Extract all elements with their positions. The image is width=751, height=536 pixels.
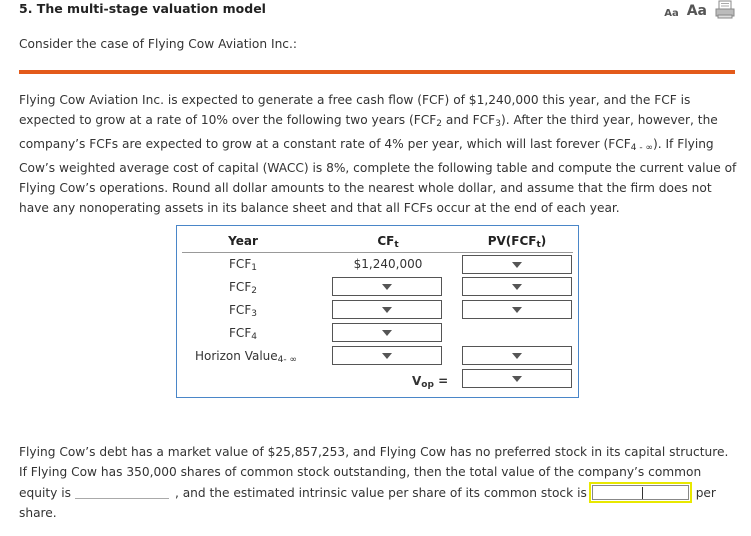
font-controls [664, 0, 735, 19]
font-increase-button[interactable]: Aa [686, 3, 707, 19]
row-label-fcf3: $FCF_3$ [229, 303, 257, 319]
row-label-fcf1: $FCF_1$ [229, 257, 257, 273]
chevron-down-icon [382, 330, 392, 336]
text-cursor [642, 487, 643, 499]
problem-paragraph: Flying Cow Aviation Inc. is expected to generate a free cash flow (FCF) of $1,240,000 this year, and the FCF is expected to grow at a rate of 10% over the following two years ($FCF_2$ and $FCF_3$). After the third year, however, the company’s FCFs are expected to grow at a constant rate of 4% per year, which will last forever $(FCF_{4 - \infty})$. If Flying Cow’s weighted average cost of capital (WACC) is 8%, complete the following table and compute the current value of Flying Cow’s operations. Round all dollar amounts to the nearest whole dollar, and assume that the firm does not have any nonoperating assets in its balance sheet and that all FCFs occur at the end of each year. [19, 93, 737, 215]
chevron-down-icon [512, 262, 522, 268]
section-divider [19, 70, 735, 74]
chevron-down-icon [512, 307, 522, 313]
valuation-table [176, 225, 579, 398]
intrinsic-value-per-share-input[interactable] [589, 482, 692, 503]
intro-text: Consider the case of Flying Cow Aviation Inc.: [19, 37, 297, 51]
question-title: 5. The multi-stage valuation model [19, 1, 266, 16]
cf-fcf3-dropdown[interactable] [332, 300, 442, 319]
cf-fcf2-dropdown[interactable] [332, 277, 442, 296]
chevron-down-icon [382, 307, 392, 313]
row-label-fcf4: $FCF_4$ [229, 326, 257, 342]
chevron-down-icon [512, 353, 522, 359]
header-year: Year [228, 234, 258, 248]
printer-icon[interactable] [715, 0, 735, 19]
header-cf: $CF_t$ [377, 234, 399, 250]
equity-paragraph: Flying Cow’s debt has a market value of $25,857,253, and Flying Cow has no preferred stock in its capital structure. If Flying Cow has 350,000 shares of common stock outstanding, then the total value of the company’s common equity is , and the estimated intrinsic value per share of its common stock is per share. [19, 445, 729, 520]
chevron-down-icon [512, 284, 522, 290]
total-equity-value-blank[interactable] [75, 487, 169, 499]
chevron-down-icon [512, 376, 522, 382]
row-label-fcf2: $FCF_2$ [229, 280, 257, 296]
chevron-down-icon [382, 353, 392, 359]
header-divider [182, 252, 573, 253]
pv-fcf3-dropdown[interactable] [462, 300, 572, 319]
chevron-down-icon [382, 284, 392, 290]
row-label-horizon-value: Horizon Value$_{4- \infty}$ [195, 349, 297, 365]
vop-label: $V_{op}$ = [412, 374, 449, 390]
font-decrease-button[interactable]: Aa [664, 8, 679, 19]
pv-fcf1-dropdown[interactable] [462, 255, 572, 274]
cf-fcf4-dropdown[interactable] [332, 323, 442, 342]
cf-horizon-value-dropdown[interactable] [332, 346, 442, 365]
vop-dropdown[interactable] [462, 369, 572, 388]
pv-horizon-value-dropdown[interactable] [462, 346, 572, 365]
header-pv: $PV(FCF_t)$ [487, 234, 547, 250]
cf-fcf1-value: $1,240,000 [353, 257, 423, 271]
pv-fcf2-dropdown[interactable] [462, 277, 572, 296]
